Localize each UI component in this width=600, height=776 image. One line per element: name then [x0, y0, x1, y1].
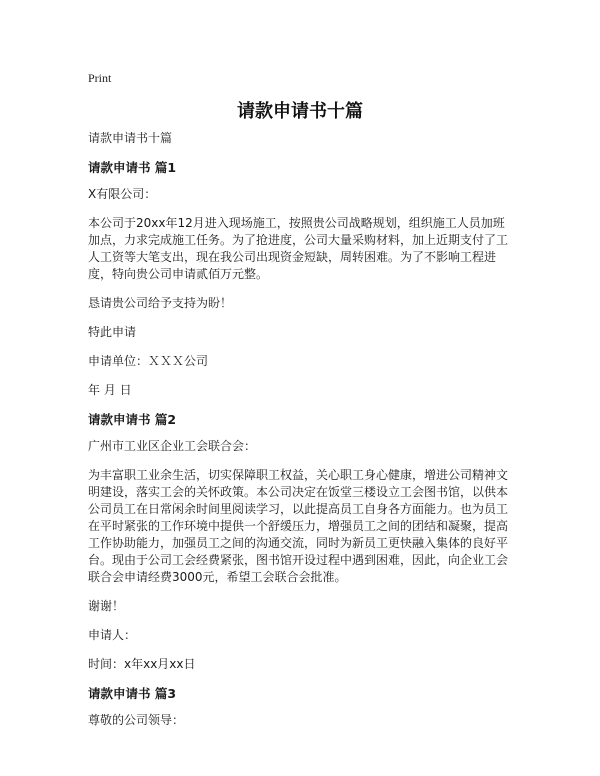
salutation-1: X有限公司：	[88, 187, 157, 201]
body-paragraph-1: 本公司于20xx年12月进入现场施工，按照贵公司战略规划，组织施工人员加班加点，力求完成施工任务。为了抢进度，公司大量采购材料，加上近期支付了工人工资等大笔支出，现在我公司出现资金短缺，周转困难。为了不影响工程进度，特向贵公司申请贰佰万元整。	[88, 216, 509, 281]
body-paragraph-2: 为丰富职工业余生活，切实保障职工权益，关心职工身心健康，增进公司精神文明建设，落实工会的关怀政策。本公司决定在饭堂三楼设立工会图书馆，以供本公司员工在日常闲余时间里阅读学习，以此提高员工自身各方面能力。也为员工在平时紧张的工作环境中提供一个舒缓压力，增强员工之间的团结和凝聚，提高工作协助能力，加强员工之间的沟通交流，同时为新员工更快融入集体的良好平台。现由于公司工会经费紧张，图书馆开设过程中遇到困难，因此，向企业工会联合会申请经费3000元，希望工会联合会批准。	[88, 468, 509, 584]
section-heading-3: 请款申请书 篇3	[88, 686, 177, 701]
closing-line-1: 特此申请	[88, 325, 137, 339]
request-line-1: 恳请贵公司给予支持为盼！	[88, 296, 233, 310]
print-label: Print	[88, 71, 112, 85]
time-line-2: 时间：x年xx月xx日	[88, 657, 196, 671]
salutation-3: 尊敬的公司领导：	[88, 713, 185, 727]
thanks-line-2: 谢谢！	[88, 599, 125, 613]
page-title: 请款申请书十篇	[237, 101, 363, 122]
section-heading-1: 请款申请书 篇1	[88, 160, 177, 175]
applicant-line-1: 申请单位：ＸＸＸ公司	[88, 354, 209, 368]
section-heading-2: 请款申请书 篇2	[88, 412, 177, 427]
document-content	[88, 130, 512, 741]
applicant-line-2: 申请人：	[88, 628, 137, 642]
document-subtitle: 请款申请书十篇	[88, 131, 173, 145]
salutation-2: 广州市工业区企业工会联合会：	[88, 439, 257, 453]
date-line-1: 年 月 日	[88, 383, 132, 397]
